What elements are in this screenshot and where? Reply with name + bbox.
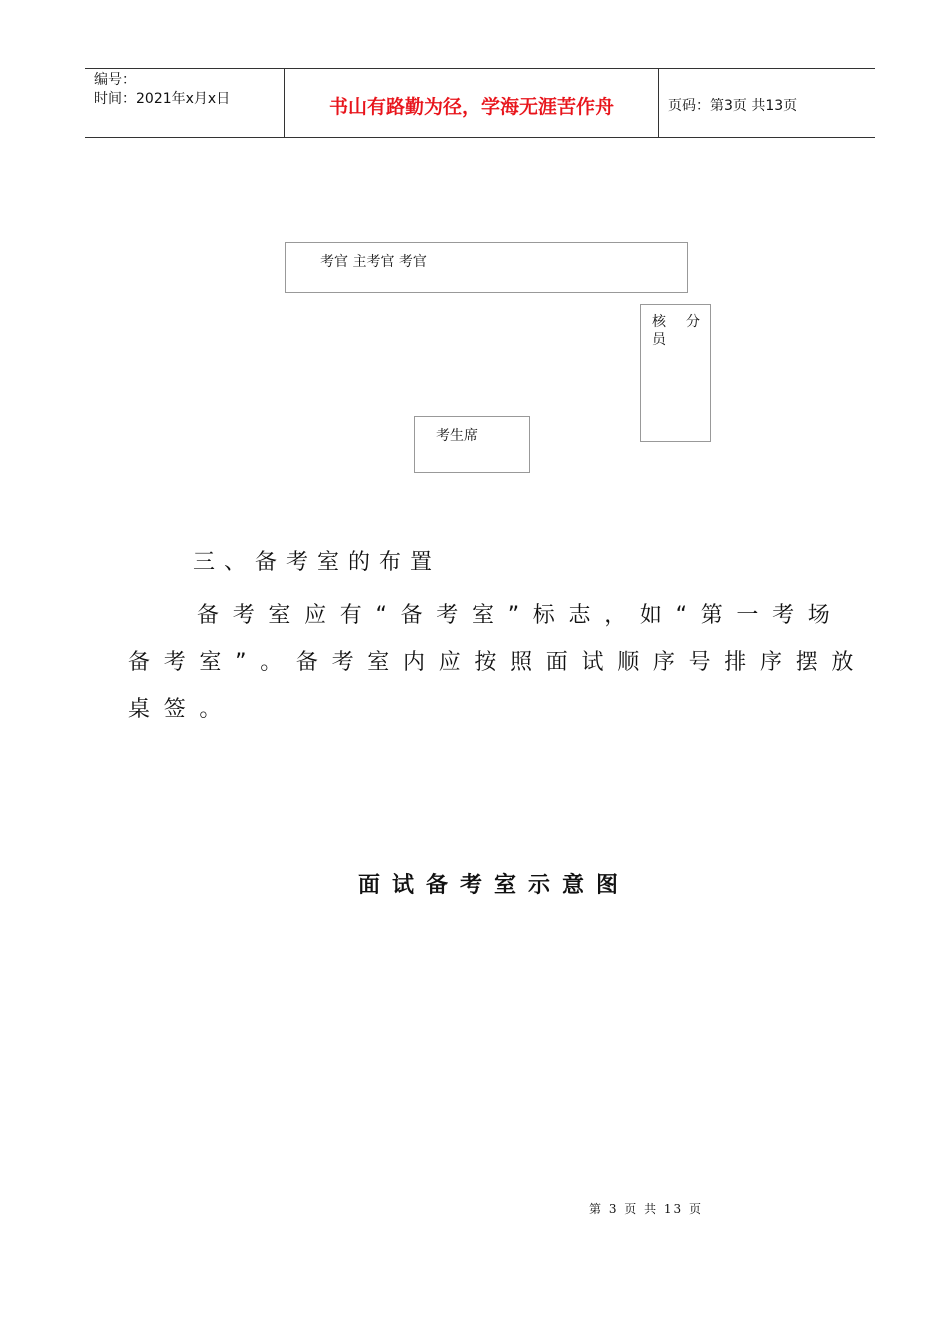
paragraph-line: 桌签。 (128, 697, 236, 722)
paragraph-line: 备考室”。备考室内应按照面试顺序号排序摆放 (128, 650, 868, 675)
scorer-label-char-1: 核 (652, 314, 666, 330)
section-heading: 三、备考室的布置 (193, 550, 442, 575)
diagram-title: 面试备考室示意图 (358, 873, 631, 898)
time-label: 时间：2021年x月x日 (94, 91, 231, 107)
scorer-label-char-2: 分 (686, 314, 700, 330)
scorer-seat-box (640, 304, 711, 442)
section-paragraph (128, 592, 868, 733)
header-page-label: 页码：第3页 共13页 (668, 97, 798, 114)
candidate-seat-label: 考生席 (436, 428, 478, 444)
document-header (85, 68, 875, 138)
page-footer: 第 3 页 共 13 页 (589, 1202, 703, 1216)
header-motto: 书山有路勤为径，学海无涯苦作舟 (285, 69, 659, 137)
candidate-seat-box (414, 416, 530, 473)
examiners-label: 考官 主考官 考官 (320, 254, 427, 270)
paragraph-line: 备考室应有“备考室”标志，如“第一考场 (197, 603, 844, 628)
examiners-table-box (285, 242, 688, 293)
code-label: 编号： (94, 72, 136, 88)
scorer-label-char-3: 员 (652, 332, 666, 348)
header-meta (85, 69, 285, 137)
